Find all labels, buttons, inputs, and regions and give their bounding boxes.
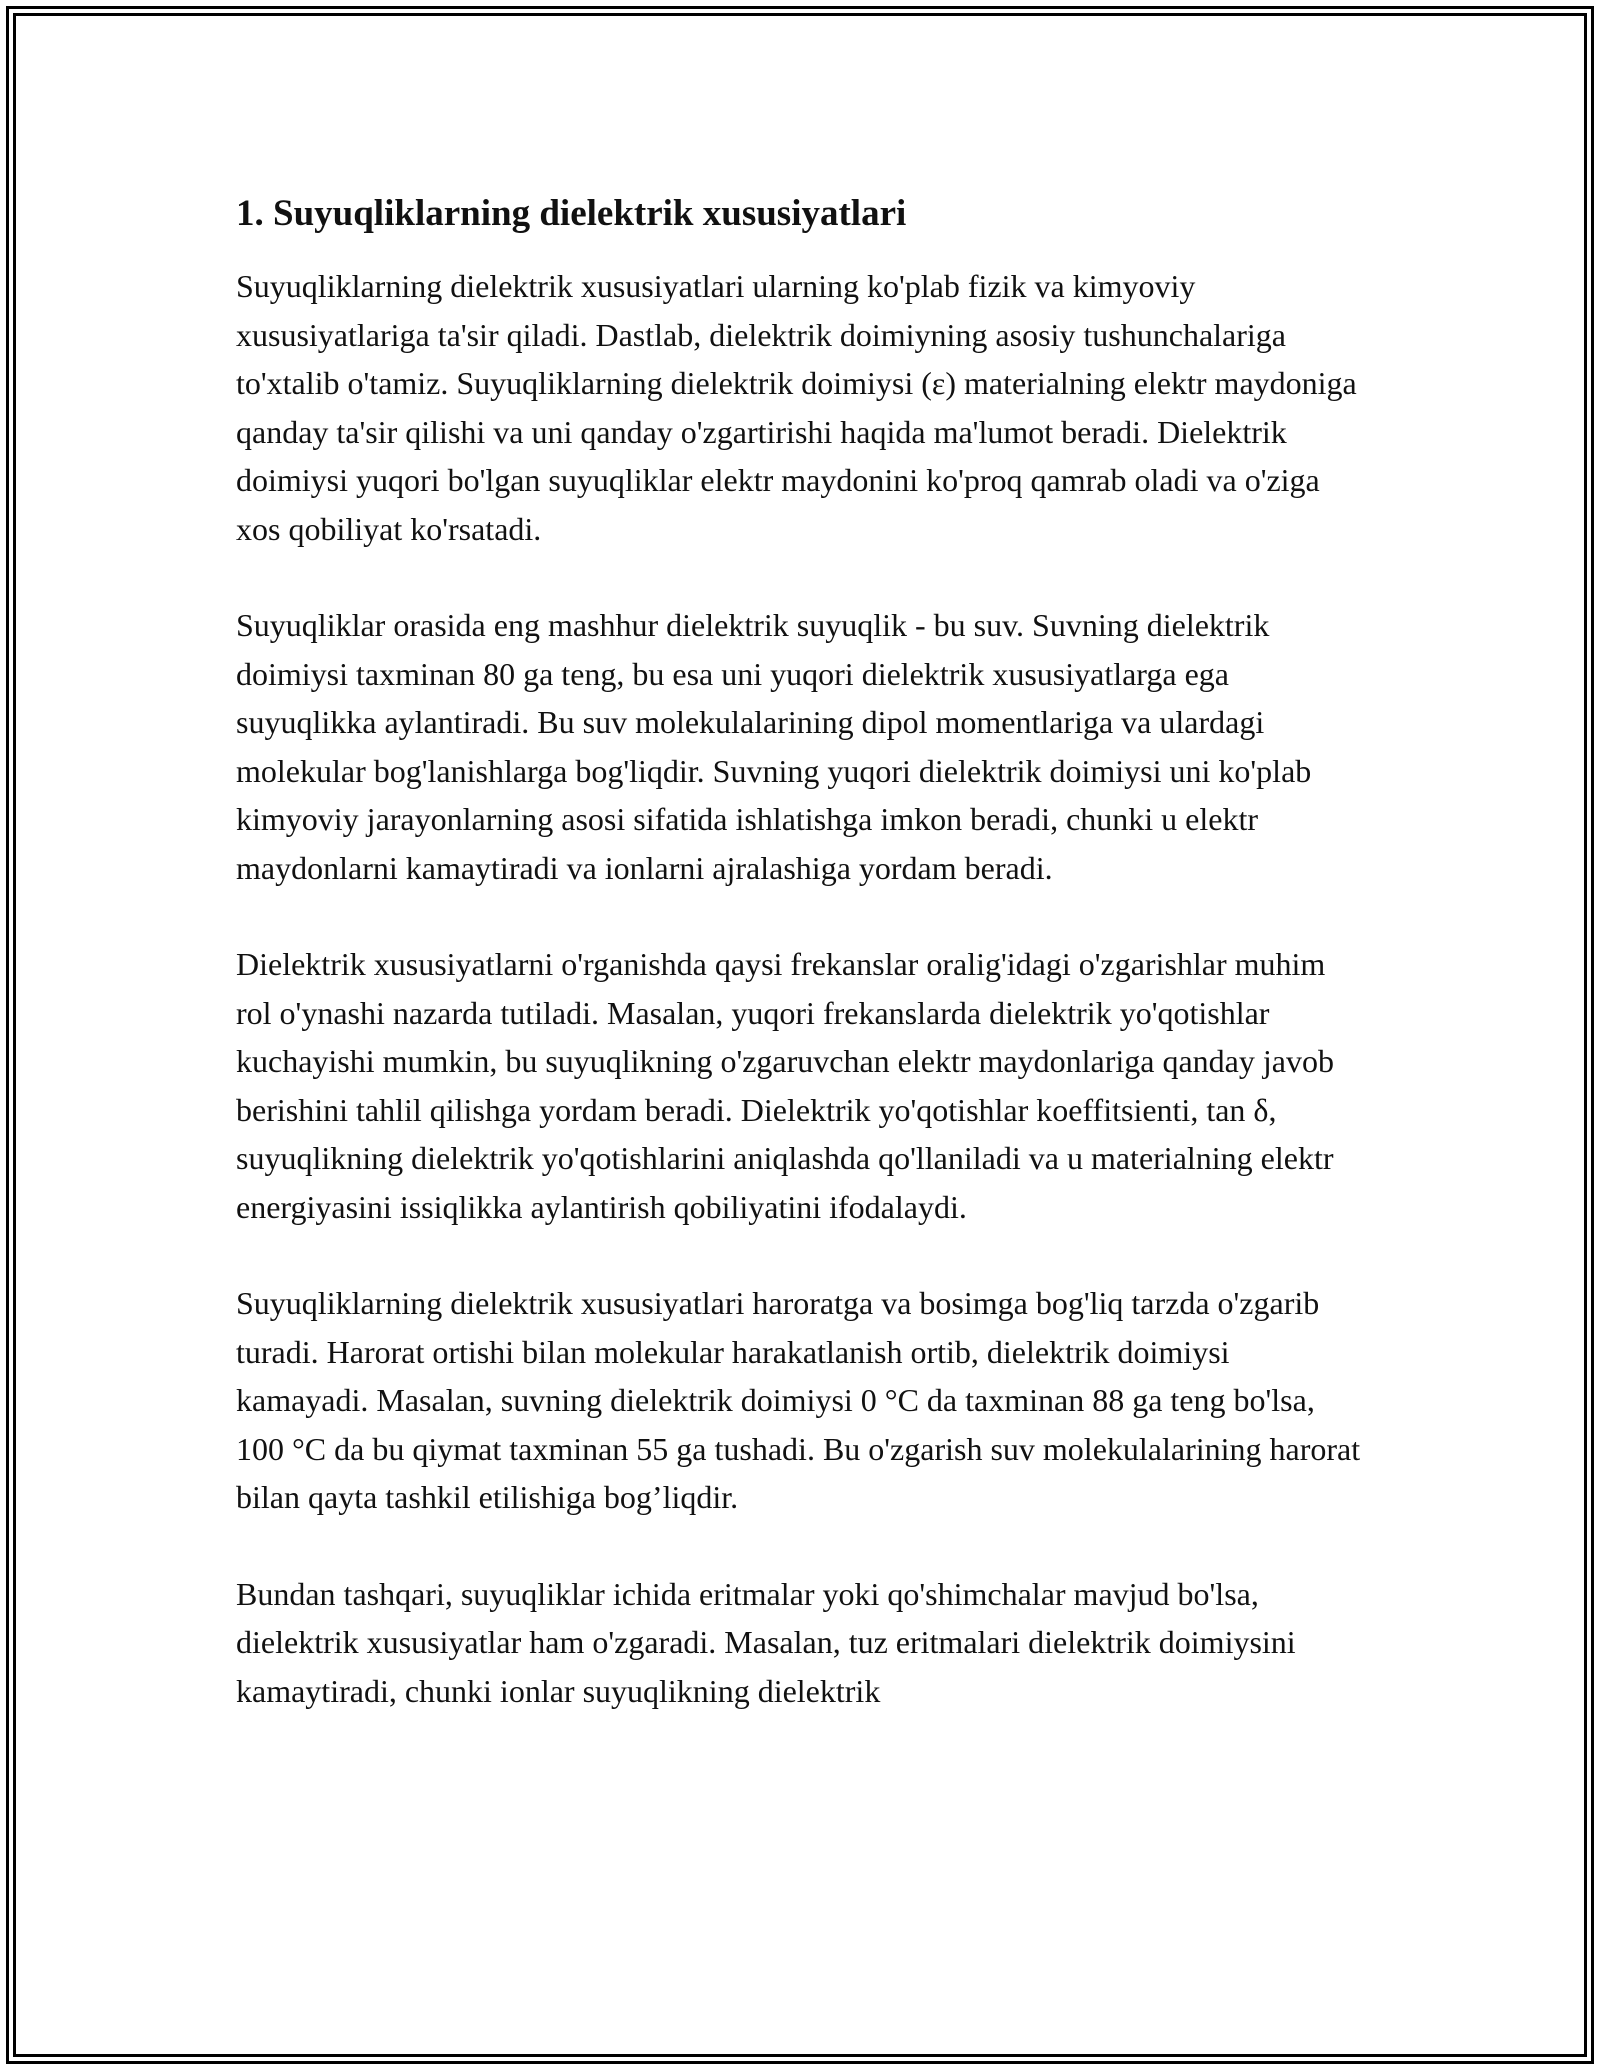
- paragraph-1: Suyuqliklarning dielektrik xususiyatlari ularning ko'plab fizik va kimyoviy xususiyatlariga ta'sir qiladi. Dastlab, dielektrik doimiyning asosiy tushunchalariga to'xtalib o'tamiz. Suyuqliklarning dielektrik doimiysi (ε) materialning elektr maydoniga qanday ta'sir qilishi va uni qanday o'zgartirishi haqida ma'lumot beradi. Dielektrik doimiysi yuqori bo'lgan suyuqliklar elektr maydonini ko'proq qamrab oladi va o'ziga xos qobiliyat ko'rsatadi.: [236, 268, 1357, 547]
- document-body: [236, 184, 1366, 1763]
- section-heading: 1. Suyuqliklarning dielektrik xususiyatlari: [236, 193, 907, 234]
- paragraph-3: Dielektrik xususiyatlarni o'rganishda qaysi frekanslar oralig'idagi o'zgarishlar muhim rol o'ynashi nazarda tutiladi. Masalan, yuqori frekanslarda dielektrik yo'qotishlar kuchayishi mumkin, bu suyuqlikning o'zgaruvchan elektr maydonlariga qanday javob berishini tahlil qilishga yordam beradi. Dielektrik yo'qotishlar koeffitsienti, tan δ, suyuqlikning dielektrik yo'qotishlarini aniqlashda qo'llaniladi va u materialning elektr energiyasini issiqlikka aylantirish qobiliyatini ifodalaydi.: [236, 946, 1334, 1225]
- paragraph-5: Bundan tashqari, suyuqliklar ichida eritmalar yoki qo'shimchalar mavjud bo'lsa, dielektrik xususiyatlar ham o'zgaradi. Masalan, tuz eritmalari dielektrik doimiysini kamaytiradi, chunki ionlar suyuqlikning dielektrik: [236, 1575, 1296, 1709]
- paragraph-2: Suyuqliklar orasida eng mashhur dielektrik suyuqlik - bu suv. Suvning dielektrik doimiysi taxminan 80 ga teng, bu esa uni yuqori dielektrik xususiyatlarga ega suyuqlikka aylantiradi. Bu suv molekulalarining dipol momentlariga va ulardagi molekular bog'lanishlarga bog'liqdir. Suvning yuqori dielektrik doimiysi uni ko'plab kimyoviy jarayonlarning asosi sifatida ishlatishga imkon beradi, chunki u elektr maydonlarni kamaytiradi va ionlarni ajralashiga yordam beradi.: [236, 607, 1312, 886]
- paragraph-4: Suyuqliklarning dielektrik xususiyatlari haroratga va bosimga bog'liq tarzda o'zgarib turadi. Harorat ortishi bilan molekular harakatlanish ortib, dielektrik doimiysi kamayadi. Masalan, suvning dielektrik doimiysi 0 °C da taxminan 88 ga teng bo'lsa, 100 °C da bu qiymat taxminan 55 ga tushadi. Bu o'zgarish suv molekulalarining harorat bilan qayta tashkil etilishiga bog’liqdir.: [236, 1285, 1361, 1515]
